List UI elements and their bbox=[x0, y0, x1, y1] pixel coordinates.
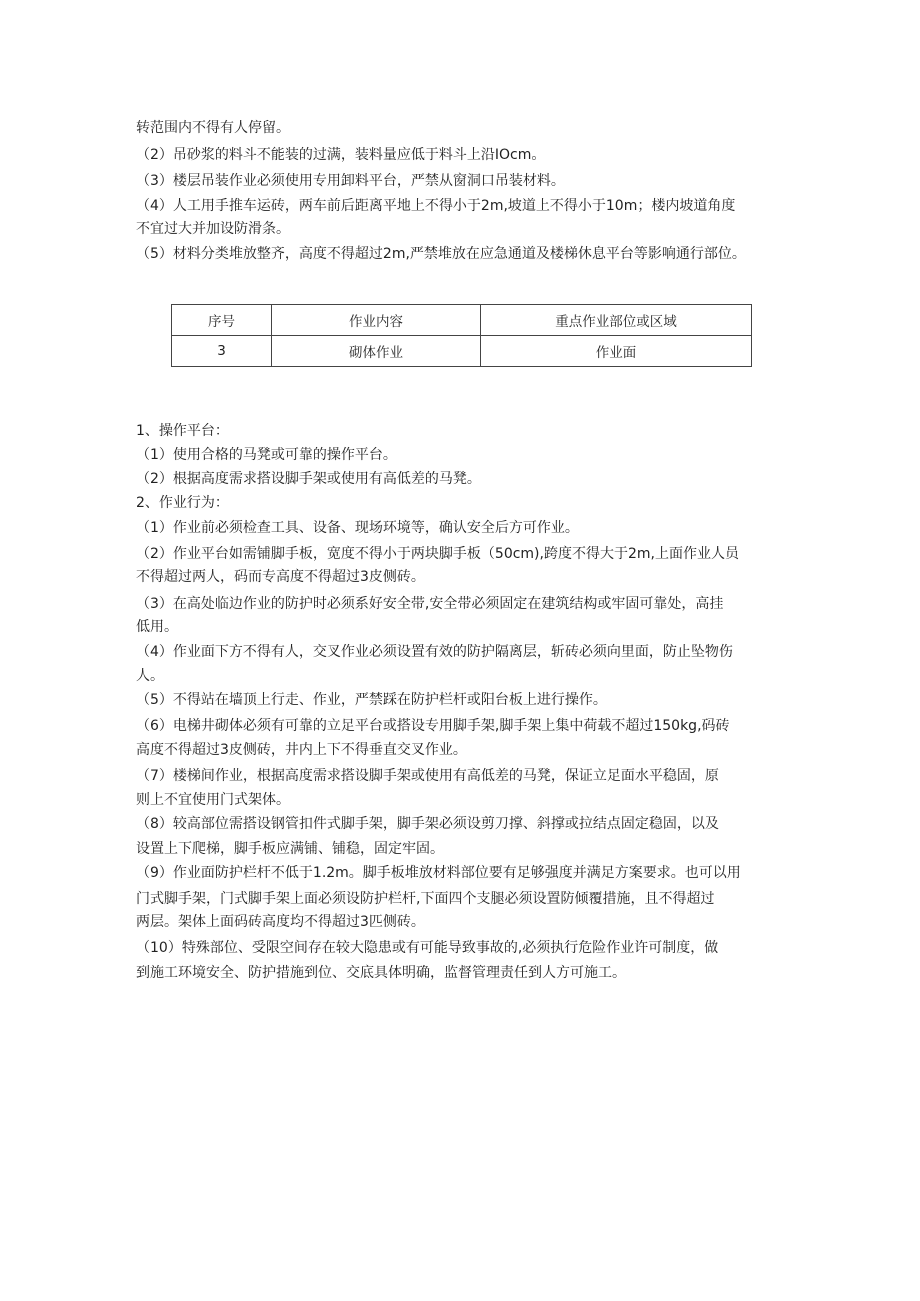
header-cell-seq: 序号 bbox=[172, 305, 272, 336]
text-line: （2）作业平台如需铺脚手板，宽度不得小于两块脚手板（50cm),跨度不得大于2m,上面作业人员 bbox=[136, 546, 739, 562]
text-line: （6）电梯井砌体必须有可靠的立足平台或搭设专用脚手架,脚手架上集中荷载不超过150kg,码砖 bbox=[136, 718, 730, 734]
text-line: 转范围内不得有人停留。 bbox=[136, 120, 290, 136]
table-row bbox=[172, 336, 752, 367]
text-line: 低用。 bbox=[136, 619, 178, 635]
text-line: （5）不得站在墙顶上行走、作业，严禁踩在防护栏杆或阳台板上进行操作。 bbox=[136, 692, 607, 708]
table-cell-content: 砌体作业 bbox=[272, 336, 481, 367]
text-line: 到施工环境安全、防护措施到位、交底具体明确，监督管理责任到人方可施工。 bbox=[136, 965, 626, 981]
section-heading: 1、操作平台： bbox=[136, 423, 229, 439]
text-line: （7）楼梯间作业，根据高度需求搭设脚手架或使用有高低差的马凳，保证立足面水平稳固，原 bbox=[136, 768, 719, 784]
table-cell-seq: 3 bbox=[172, 336, 272, 367]
text-line: 则上不宜使用门式架体。 bbox=[136, 792, 290, 808]
text-line: （9）作业面防护栏杆不低于1.2m。脚手板堆放材料部位要有足够强度并满足方案要求。也可以用 bbox=[136, 865, 741, 881]
table-header-row bbox=[172, 305, 752, 336]
text-line: （5）材料分类堆放整齐，高度不得超过2m,严禁堆放在应急通道及楼梯休息平台等影响通行部位。 bbox=[136, 246, 746, 262]
text-line: （2）根据高度需求搭设脚手架或使用有高低差的马凳。 bbox=[136, 471, 481, 487]
text-line: （10）特殊部位、受限空间存在较大隐患或有可能导致事故的,必须执行危险作业许可制度，做 bbox=[136, 940, 719, 956]
text-line: 人。 bbox=[136, 668, 164, 684]
text-line: 两层。架体上面码砖高度均不得超过3匹侧砖。 bbox=[136, 914, 425, 930]
text-line: （4）人工用手推车运砖，两车前后距离平地上不得小于2m,坡道上不得小于10m；楼内坡道角度 bbox=[136, 198, 736, 214]
header-cell-content: 作业内容 bbox=[272, 305, 481, 336]
text-line: 门式脚手架，门式脚手架上面必须设防护栏杆,下面四个支腿必须设置防倾覆措施，且不得超过 bbox=[136, 891, 715, 907]
text-line: 不宜过大并加设防滑条。 bbox=[136, 221, 290, 237]
text-line: 不得超过两人，码而专高度不得超过3皮侧砖。 bbox=[136, 569, 425, 585]
text-line: （3）在高处临边作业的防护时必须系好安全带,安全带必须固定在建筑结构或牢固可靠处，高挂 bbox=[136, 596, 724, 612]
text-line: （3）楼层吊装作业必须使用专用卸料平台，严禁从窗洞口吊装材料。 bbox=[136, 173, 565, 189]
section-heading: 2、作业行为： bbox=[136, 495, 229, 511]
header-cell-area: 重点作业部位或区域 bbox=[481, 305, 752, 336]
text-line: （1）使用合格的马凳或可靠的操作平台。 bbox=[136, 447, 397, 463]
text-line: （2）吊砂浆的料斗不能装的过满，装料量应低于料斗上沿IOcm。 bbox=[136, 147, 546, 163]
table-cell-area: 作业面 bbox=[481, 336, 752, 367]
work-zone-table bbox=[171, 304, 752, 367]
text-line: （1）作业前必须检查工具、设备、现场环境等，确认安全后方可作业。 bbox=[136, 520, 579, 536]
text-line: （4）作业面下方不得有人，交叉作业必须设置有效的防护隔离层，斩砖必须向里面，防止坠物伤 bbox=[136, 644, 733, 660]
text-line: 高度不得超过3皮侧砖，井内上下不得垂直交叉作业。 bbox=[136, 742, 467, 758]
text-line: （8）较高部位需搭设钢管扣件式脚手架，脚手架必须设剪刀撑、斜撑或拉结点固定稳固，以及 bbox=[136, 816, 719, 832]
text-line: 设置上下爬梯，脚手板应满铺、铺稳，固定牢固。 bbox=[136, 841, 444, 857]
